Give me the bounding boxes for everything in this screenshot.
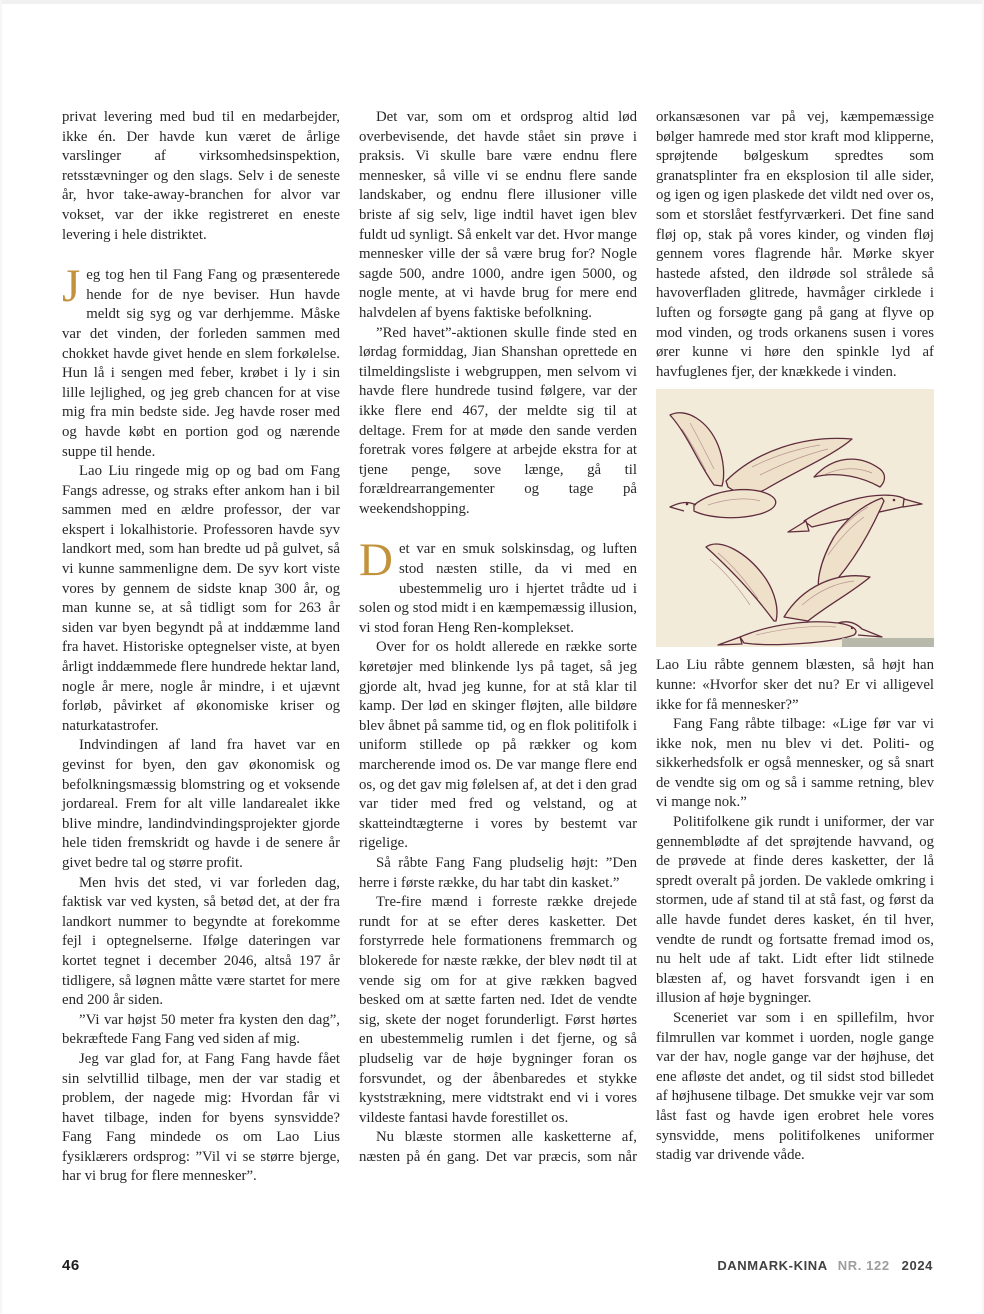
seagulls-illustration: [656, 389, 934, 647]
paragraph: Indvindingen af land fra havet var en gevinst for byen, den gav økonomisk og befolkningsmæssig blomstring og et voksende jordareal. Frem for alt ville landarealet ikke blive mindre, landindvindingsprojekter gjorde hele tiden fremskridt og havde i de senere år givet bedre tal og større profit.: [62, 737, 340, 871]
issue-year: 2024: [901, 1258, 933, 1273]
paragraph-text: eg tog hen til Fang Fang og præsenterede hende for de nye beviser. Hun havde meldt sig syg og var derhjemme. Måske var det vinden, der forleden sammen med chokket havde givet hende en slem forkølelse. Hun lå i sengen med feber, krøbet i ly i sin lille lejlighed, og jeg greb chancen for at vise mig fra min bedste side. Jeg havde roser med og havde købt en portion god og nærende suppe til hende.: [62, 267, 340, 460]
paragraph: Tre-fire mænd i forreste række drejede rundt for at se efter deres kasketter. Det forstyrrede hele formationens fremmarch og blokerede for næste række, der blev nødt til at vende sig om for at give rækken bagved besked om at sætte farten ned. Idet de vendte sig, skete der noget forunderligt. Først hørtes en ubestemmelig rumlen i det fjerne, og så pludselig var de høje bygninger foran os forsvundet, og der åbenbaredes et stykke kyststrækning, mere vidtstrakt end vi i vores vildeste fantasi havde forestillet os.: [359, 894, 637, 1126]
paragraph: Jeg var glad for, at Fang Fang havde fået sin selvtillid tilbage, men der var stadig et problem, der nagede mig: Hvordan får vi havet tilbage, inden for byens synsvidde? Fang Fang mindede os om Lao Lius fysiklærers ordsprog: ”Vil vi se større bjerge, har vi brug for flere mennesker”.: [62, 1050, 340, 1185]
paragraph: Nu blæste stormen alle kasketterne af, næsten på én gang. Det var præcis, som når: [359, 1129, 637, 1165]
paragraph: Det var, som om et ordsprog altid lød overbevisende, det havde stået sin prøve i praksis. Vi skulle bare være endnu flere mennesker, så ville vi se endnu flere sande landskaber, og endnu flere illusioner ville briste af sig selv, lige indtil havet igen blev fuldt ud synligt. Så enkelt var det. Hvor mange mennesker ville der så være brug for? Nogle sagde 500, andre 1000, andre igen 5000, og nogle mente, at vi havde brug for mere end halvdelen af byens faktiske befolkning.: [359, 109, 637, 321]
issue-number: NR. 122: [837, 1258, 890, 1273]
watermark-bar: [842, 638, 934, 647]
paragraph: Lao Liu råbte gennem blæsten, så højt han kunne: «Hvorfor sker det nu? Er vi alligevel ikke for få mennesker?”: [656, 657, 934, 713]
paragraph: Lao Liu ringede mig op og bad om Fang Fangs adresse, og straks efter ankom han i bil sammen med en ældre professor, der var ekspert i lokalhistorie. Professoren havde syv landkort med, som han bredte ud på gulvet, så vi kunne sammenligne dem. De syv kort viste vores by gennem de sidste knap 300 år, og man kunne se, at så tidligt som for 263 år siden var byen begyndt på at inddæmme land fra havet. Historiske optegnelser viste, at byen årligt inddæmmede flere hundrede hektar land, nogle år mere, nogle år mindre, i et ujævnt forløb, påvirket af økonomiske kriser og naturkatastrofer.: [62, 463, 340, 734]
paragraph: ”Vi var højst 50 meter fra kysten den dag”, bekræftede Fang Fang ved siden af mig.: [62, 1011, 340, 1048]
paragraph-text: et var en smuk solskinsdag, og luften stod næsten stille, da vi med en ubestemmelig uro i hjertet trådte ud i solen og stod midt i en kæmpemæssig illusion, vi stod foran Heng Ren-komplekset.: [359, 541, 637, 636]
paragraph: Men hvis det sted, vi var forleden dag, faktisk var ved kysten, så betød det, at der fra landkort nummer to begyndte at forekomme fejl i optegnelserne. Ifølge dateringen var kortet tegnet i december 2046, altså 197 år tidligere, så løgnen måtte være startet for mere end 200 år siden.: [62, 874, 340, 1009]
paragraph: Politifolkene gik rundt i uniformer, der var gennemblødte af det sprøjtende havvand, og de prøvede at finde deres kasketter, der lå spredt overalt på jorden. De vaklede omkring i stormen, ude af stand til at stå fast, og først da alle havde fundet deres kasket, én til hver, vendte de rundt og fortsatte fremad imod os, nu helt ude af takt. Lidt efter lidt stilnede blæsten af, og havet forsvandt igen i en illusion af høje bygninger.: [656, 814, 934, 1007]
paragraph-with-dropcap: [62, 260, 340, 462]
text-column-2: [359, 108, 637, 1187]
drop-cap-j: J: [62, 260, 81, 313]
paragraph: orkansæsonen var på vej, kæmpemæssige bølger hamrede med stor kraft mod klipperne, sprøjtende bølgeskum spredtes som granatsplinter fra en eksplosion til alle sider, og igen og igen plaskede det vildt ned over os, som et storslået festfyrværkeri. Det fine sand fløj op, stak på vores kinder, og vinden fløj gennem vores flagrende hår. Mørke skyer hastede afsted, den ildrøde sol strålede så havoverfladen glitrede, havmåger cirklede i luften og forsøgte gang på gang at flyve op mod vinden, og trods orkanens susen i vores ører kunne vi høre den spinkle lyd af havfuglenes fjer, der knækkede i vinden.: [656, 109, 934, 380]
paragraph: ”Red havet”-aktionen skulle finde sted en lørdag formiddag, Jian Shanshan oprettede en tilmeldingsliste i webgruppen, men selvom vi havde flere hundrede tusind følgere, var der ikke flere end 467, der meldte sig til at deltage. Frem for at møde den sande verden foretrak vores følgere at arbejde ekstra for at tjene penge, sove længe, gå til forældrearrangementer og tage på weekendshopping.: [359, 324, 637, 517]
paragraph: Så råbte Fang Fang pludselig højt: ”Den herre i første række, du har tabt din kasket.”: [359, 854, 637, 891]
page-edge-left: [0, 0, 2, 1314]
paragraph: Fang Fang råbte tilbage: «Lige før var vi ikke nok, men nu blev vi det. Politi- og sikkerhedsfolk er også mennesker, og så snart de vendte sig om og så i samme retning, blev vi mange nok.”: [656, 716, 934, 811]
page-edge-top: [0, 0, 984, 4]
paragraph: Over for os holdt allerede en række sorte køretøjer med blinkende lys på taget, så jeg gjorde alt, hvad jeg kunne, for at stå klar til kamp. Der lød en skinger fløjten, alle bildøre blev åbnet på samme tid, og en flok politifolk i uniform stillede op på rækker og kom marcherende imod os. De var mange flere end os, og det gav mig følelsen af, at det i den grad var tider med fred og velstand, og at skatteindtægterne i vores by bestemt var rigelige.: [359, 639, 637, 852]
footer-magazine-line: [717, 1258, 933, 1273]
page-number: 46: [62, 1257, 80, 1274]
paragraph: privat levering med bud til en medarbejder, ikke én. Der havde kun været de årlige varslinger af virksomhedsinspektion, retsstævninger og den slags. Selv i de seneste år, hvor take-away-branchen for alvor var vokset, var der ikke registreret en eneste levering i hele distriktet.: [62, 109, 340, 243]
text-column-1: [62, 108, 340, 1187]
page-footer: [62, 1257, 933, 1274]
magazine-title: DANMARK-KINA: [717, 1258, 828, 1273]
text-column-3: [656, 108, 934, 1187]
seagulls-sketch-svg: [656, 389, 934, 647]
article-body: [62, 108, 934, 1187]
drop-cap-d: D: [359, 534, 393, 587]
paragraph: Sceneriet var som i en spillefilm, hvor filmrullen var kommet i uorden, nogle gange var der hav, nogle gange var der højhuse, det ene afløste det andet, og til sidst stod billedet af højhusene tilbage. Det smukke vejr var som låst fast og havde igen erobret hele vores synsvidde, mens politifolkenes uniformer stadig var drivende våde.: [656, 1010, 934, 1164]
paragraph-with-dropcap: [359, 534, 637, 638]
